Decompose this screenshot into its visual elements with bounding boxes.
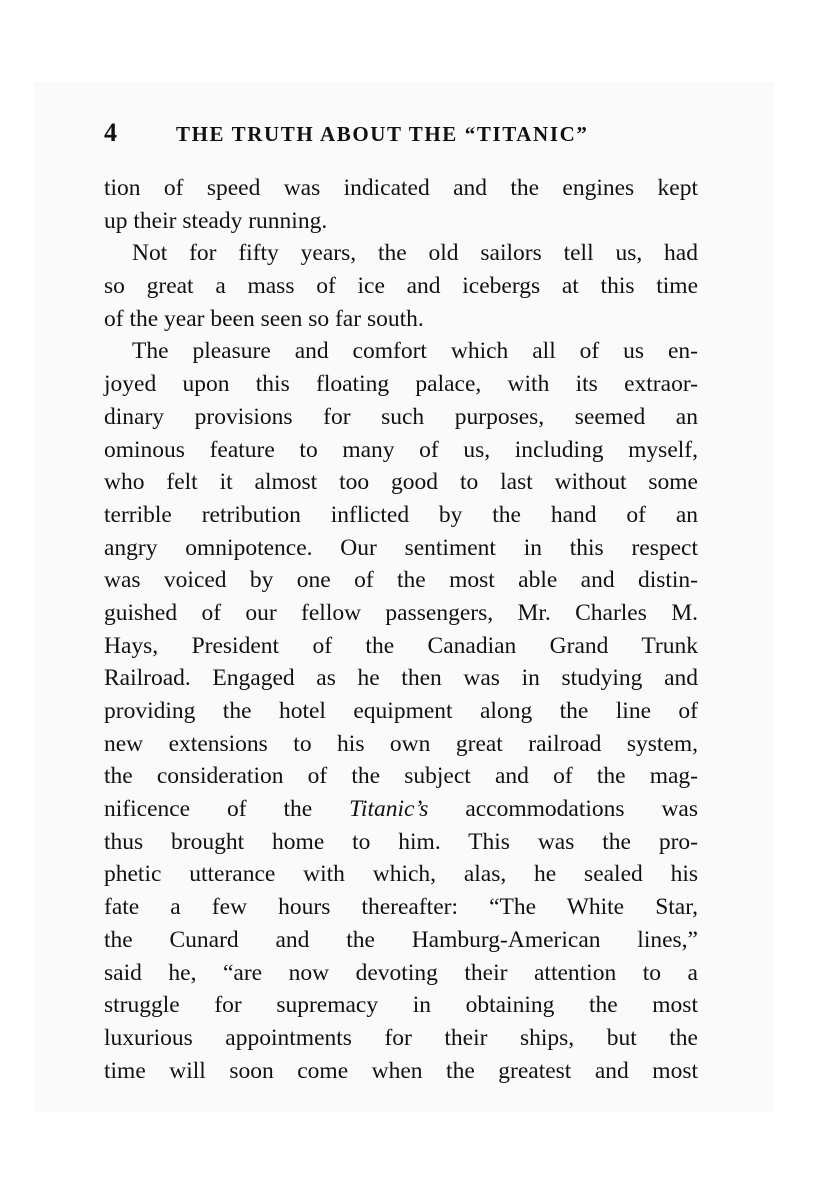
text-line: guished of our fellow passengers, Mr. Charles M. — [104, 599, 698, 626]
text-line: Railroad. Engaged as he then was in studying and — [104, 665, 698, 692]
text-line: fate a few hours thereafter: “The White Star, — [104, 894, 698, 921]
text-line-with-italic — [104, 793, 698, 826]
italic-ship-name: Titanic’s — [349, 796, 429, 823]
text-line: luxurious appointments for their ships, but the — [104, 1024, 698, 1051]
text-line: providing the hotel equipment along the line of — [104, 698, 698, 724]
text-line: said he, “are now devoting their attention to a — [104, 959, 698, 986]
text-line: the consideration of the subject and of the mag- — [104, 763, 698, 790]
text-line: the Cunard and the Hamburg-American lines,” — [104, 926, 698, 953]
running-title: THE TRUTH ABOUT THE “TITANIC” — [176, 122, 589, 146]
text-line: The pleasure and comfort which all of us en- — [132, 338, 698, 365]
text-line: phetic utterance with which, alas, he sealed his — [104, 861, 698, 888]
text-line: Hays, President of the Canadian Grand Trunk — [104, 632, 698, 659]
body-text — [104, 172, 698, 1087]
text-line: who felt it almost too good to last without some — [104, 469, 698, 496]
text-line: struggle for supremacy in obtaining the most — [104, 992, 698, 1019]
text-line: Not for fifty years, the old sailors tell us, had — [132, 240, 698, 267]
text-line: new extensions to his own great railroad system, — [104, 730, 698, 757]
text-segment: accommodations was — [465, 796, 699, 823]
text-line: angry omnipotence. Our sentiment in this respect — [104, 534, 698, 561]
text-line: so great a mass of ice and icebergs at this time — [104, 273, 698, 300]
page-number: 4 — [104, 118, 117, 147]
text-line: thus brought home to him. This was the pro- — [104, 828, 698, 855]
text-line: of the year been seen so far south. — [104, 305, 424, 332]
text-line: terrible retribution inflicted by the hand of an — [104, 501, 698, 528]
text-line: ominous feature to many of us, including myself, — [104, 436, 698, 463]
text-segment: nificence of the — [104, 796, 313, 823]
text-line: time will soon come when the greatest and most — [104, 1057, 698, 1084]
page-header — [104, 118, 704, 150]
text-line: tion of speed was indicated and the engines kept — [104, 175, 698, 201]
text-line: was voiced by one of the most able and distin- — [104, 567, 698, 594]
text-line: up their steady running. — [104, 207, 328, 234]
text-line: dinary provisions for such purposes, seemed an — [104, 403, 698, 430]
text-line: joyed upon this floating palace, with its extraor- — [104, 371, 698, 398]
